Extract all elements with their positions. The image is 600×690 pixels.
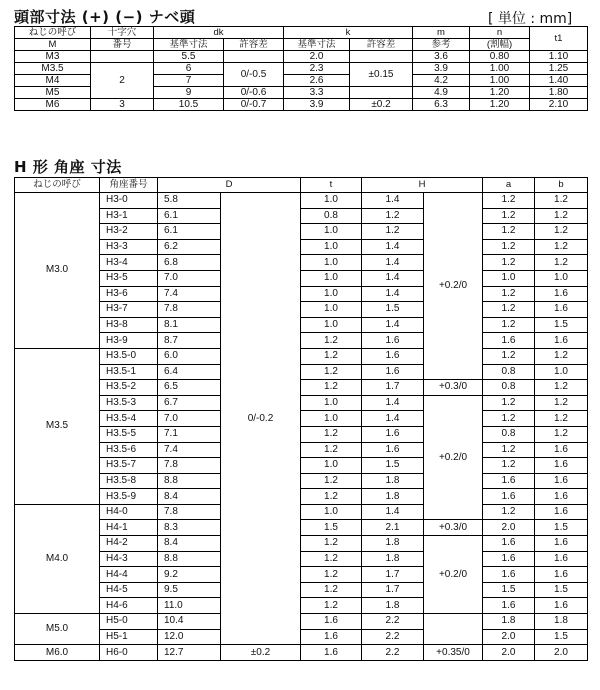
- a-cell: 1.2: [483, 193, 535, 209]
- b-cell: 1.6: [535, 473, 588, 489]
- h-cell: 1.4: [362, 270, 424, 286]
- d-cell: 5.8: [158, 193, 221, 209]
- size-cell: M4: [15, 75, 91, 87]
- m-cell: 3.9: [413, 63, 470, 75]
- d-cell: 7.8: [158, 458, 221, 474]
- table-row: [15, 255, 588, 271]
- d-cell: 8.7: [158, 333, 221, 349]
- seat-code-cell: H3.5-0: [100, 348, 158, 364]
- table-row: [15, 489, 588, 505]
- seat-code-cell: H3.5-8: [100, 473, 158, 489]
- seat-code-cell: H3.5-3: [100, 395, 158, 411]
- a-cell: 1.2: [483, 348, 535, 364]
- dk-tol-cell: 0/-0.7: [224, 99, 284, 111]
- t-cell: 1.2: [301, 489, 362, 505]
- b-cell: 1.6: [535, 302, 588, 318]
- table-row: [15, 395, 588, 411]
- seat-code-cell: H3.5-7: [100, 458, 158, 474]
- recess-cell: [91, 51, 154, 63]
- t-cell: 1.6: [301, 645, 362, 661]
- m-cell: 3.6: [413, 51, 470, 63]
- t-cell: 1.2: [301, 348, 362, 364]
- b-cell: 1.2: [535, 255, 588, 271]
- thread-size-cell: M6.0: [15, 645, 100, 661]
- a-cell: 1.2: [483, 442, 535, 458]
- n-cell: 0.80: [470, 51, 530, 63]
- table-row: [15, 442, 588, 458]
- dk-cell: 9: [154, 87, 224, 99]
- h-cell: 1.7: [362, 380, 424, 396]
- t-cell: 1.2: [301, 364, 362, 380]
- m-header-sub: 参考: [413, 39, 470, 51]
- seat-code-cell: H3.5-1: [100, 364, 158, 380]
- h-cell: 1.2: [362, 224, 424, 240]
- d-cell: 6.1: [158, 224, 221, 240]
- a-cell: 1.2: [483, 302, 535, 318]
- table-row: [15, 582, 588, 598]
- a-cell: 1.2: [483, 208, 535, 224]
- table-row: [15, 614, 588, 630]
- h-tol-cell: +0.3/0: [424, 380, 483, 396]
- table-row: [15, 302, 588, 318]
- a-cell: 1.6: [483, 536, 535, 552]
- head-dimensions-table: [14, 26, 588, 111]
- table-row: [15, 426, 588, 442]
- size-cell: M6: [15, 99, 91, 111]
- t-cell: 1.0: [301, 302, 362, 318]
- a-cell: 1.6: [483, 333, 535, 349]
- t-cell: 1.2: [301, 333, 362, 349]
- t-cell: 0.8: [301, 208, 362, 224]
- t-cell: 1.5: [301, 520, 362, 536]
- table-row: [15, 286, 588, 302]
- h-cell: 1.8: [362, 551, 424, 567]
- h-cell: 1.8: [362, 473, 424, 489]
- a-cell: 1.2: [483, 458, 535, 474]
- a-cell: 1.2: [483, 286, 535, 302]
- seat-code-cell: H3-1: [100, 208, 158, 224]
- d-cell: 6.1: [158, 208, 221, 224]
- table-row: [15, 193, 588, 209]
- seat-code-cell: H4-2: [100, 536, 158, 552]
- t-cell: 1.0: [301, 286, 362, 302]
- a-cell: 1.8: [483, 614, 535, 630]
- table-row: [15, 270, 588, 286]
- n-cell: 1.20: [470, 99, 530, 111]
- seat-code-cell: H3-3: [100, 239, 158, 255]
- table-row: [15, 504, 588, 520]
- thread-size-cell: M4.0: [15, 504, 100, 613]
- d-cell: 9.5: [158, 582, 221, 598]
- dk-tol-cell: [224, 51, 284, 63]
- k-cell: 2.6: [284, 75, 350, 87]
- table-row: [15, 411, 588, 427]
- b-cell: 1.6: [535, 333, 588, 349]
- unit-label: [ 単位 : mm]: [488, 11, 573, 27]
- k-cell: 2.0: [284, 51, 350, 63]
- seat-code-cell: H4-5: [100, 582, 158, 598]
- t-cell: 1.2: [301, 551, 362, 567]
- seat-header: 角座番号: [100, 178, 158, 193]
- b-cell: 1.2: [535, 348, 588, 364]
- b-cell: 1.6: [535, 551, 588, 567]
- h-cell: 1.6: [362, 333, 424, 349]
- h-cell: 1.7: [362, 582, 424, 598]
- table2-title: H 形 角座 寸法: [14, 158, 122, 176]
- h-header: H: [362, 178, 483, 193]
- b-cell: 1.0: [535, 270, 588, 286]
- table-row: [15, 348, 588, 364]
- t-header: t: [301, 178, 362, 193]
- m-cell: 4.2: [413, 75, 470, 87]
- d-cell: 12.7: [158, 645, 221, 661]
- b-cell: 1.8: [535, 614, 588, 630]
- t-cell: 1.6: [301, 629, 362, 645]
- h-cell: 1.7: [362, 567, 424, 583]
- b-cell: 1.5: [535, 317, 588, 333]
- d-tol-cell: 0/-0.2: [221, 193, 301, 645]
- a-cell: 1.5: [483, 582, 535, 598]
- h-cell: 1.5: [362, 458, 424, 474]
- a-cell: 2.0: [483, 520, 535, 536]
- t-cell: 1.2: [301, 442, 362, 458]
- seat-code-cell: H3-6: [100, 286, 158, 302]
- a-cell: 1.6: [483, 473, 535, 489]
- dk-tol-cell: 0/-0.5: [224, 63, 284, 87]
- d-cell: 7.4: [158, 442, 221, 458]
- b-cell: 1.2: [535, 193, 588, 209]
- h-cell: 1.4: [362, 411, 424, 427]
- b-cell: 1.6: [535, 286, 588, 302]
- seat-code-cell: H5-0: [100, 614, 158, 630]
- seat-code-cell: H3-5: [100, 270, 158, 286]
- d-header: D: [158, 178, 301, 193]
- b-cell: 1.2: [535, 208, 588, 224]
- t-cell: 1.0: [301, 411, 362, 427]
- square-seat-table: [14, 177, 588, 661]
- h-cell: 1.8: [362, 489, 424, 505]
- k-header: k: [284, 27, 413, 39]
- table-row: [15, 567, 588, 583]
- t-cell: 1.0: [301, 395, 362, 411]
- a-cell: 0.8: [483, 364, 535, 380]
- h-cell: 2.1: [362, 520, 424, 536]
- thread-header: ねじの呼び: [15, 27, 91, 39]
- b-cell: 1.5: [535, 582, 588, 598]
- table-row: [15, 458, 588, 474]
- h-tol-cell: +0.35/0: [424, 645, 483, 661]
- a-cell: 1.6: [483, 567, 535, 583]
- d-cell: 8.8: [158, 473, 221, 489]
- d-cell: 6.2: [158, 239, 221, 255]
- d-cell: 7.4: [158, 286, 221, 302]
- a-cell: 1.2: [483, 224, 535, 240]
- d-tol-cell: ±0.2: [221, 645, 301, 661]
- a-cell: 1.6: [483, 489, 535, 505]
- t-cell: 1.2: [301, 582, 362, 598]
- d-cell: 6.4: [158, 364, 221, 380]
- b-cell: 1.5: [535, 520, 588, 536]
- a-cell: 1.6: [483, 598, 535, 614]
- m-cell: 6.3: [413, 99, 470, 111]
- dk-tol-header: 許容差: [224, 39, 284, 51]
- d-cell: 8.4: [158, 536, 221, 552]
- t-cell: 1.0: [301, 255, 362, 271]
- thread-size-cell: M5.0: [15, 614, 100, 645]
- h-tol-cell: +0.2/0: [424, 193, 483, 380]
- d-cell: 7.8: [158, 302, 221, 318]
- a-cell: 1.0: [483, 270, 535, 286]
- h-cell: 2.2: [362, 629, 424, 645]
- table1-title: 頭部寸法 (+) (−) ナベ頭: [14, 8, 196, 26]
- d-cell: 8.4: [158, 489, 221, 505]
- a-cell: 1.2: [483, 395, 535, 411]
- a-cell: 0.8: [483, 380, 535, 396]
- d-cell: 6.8: [158, 255, 221, 271]
- table-row: [15, 364, 588, 380]
- thread-size-cell: M3.5: [15, 348, 100, 504]
- seat-code-cell: H4-6: [100, 598, 158, 614]
- h-tol-cell: [424, 614, 483, 645]
- t-cell: 1.0: [301, 224, 362, 240]
- dk-cell: 5.5: [154, 51, 224, 63]
- table-row: [15, 333, 588, 349]
- d-cell: 6.7: [158, 395, 221, 411]
- table-row: [15, 51, 588, 63]
- t1-cell: 1.40: [530, 75, 588, 87]
- b-cell: 1.6: [535, 598, 588, 614]
- recess-header-sub: 番号: [91, 39, 154, 51]
- h-cell: 1.6: [362, 442, 424, 458]
- a-cell: 0.8: [483, 426, 535, 442]
- t1-cell: 1.25: [530, 63, 588, 75]
- b-cell: 1.6: [535, 504, 588, 520]
- size-cell: M3: [15, 51, 91, 63]
- d-cell: 7.0: [158, 270, 221, 286]
- seat-code-cell: H3.5-4: [100, 411, 158, 427]
- d-cell: 10.4: [158, 614, 221, 630]
- dk-header: dk: [154, 27, 284, 39]
- recess-cell: 2: [91, 63, 154, 99]
- h-tol-cell: +0.2/0: [424, 395, 483, 520]
- h-cell: 1.4: [362, 504, 424, 520]
- h-cell: 1.4: [362, 239, 424, 255]
- t-cell: 1.2: [301, 598, 362, 614]
- recess-cell: 3: [91, 99, 154, 111]
- t-cell: 1.0: [301, 504, 362, 520]
- dk-tol-cell: 0/-0.6: [224, 87, 284, 99]
- table-row: [15, 520, 588, 536]
- h-tol-cell: +0.2/0: [424, 536, 483, 614]
- h-cell: 1.4: [362, 395, 424, 411]
- h-cell: 1.6: [362, 348, 424, 364]
- seat-code-cell: H6-0: [100, 645, 158, 661]
- d-cell: 7.1: [158, 426, 221, 442]
- k-tol-header: 許容差: [350, 39, 413, 51]
- table-row: [15, 63, 588, 75]
- b-cell: 1.2: [535, 411, 588, 427]
- b-cell: 1.6: [535, 458, 588, 474]
- t-cell: 1.0: [301, 239, 362, 255]
- n-cell: 1.00: [470, 63, 530, 75]
- table-row: [15, 598, 588, 614]
- t-cell: 1.2: [301, 473, 362, 489]
- n-cell: 1.20: [470, 87, 530, 99]
- t-cell: 1.2: [301, 426, 362, 442]
- k-basic-header: 基準寸法: [284, 39, 350, 51]
- h-cell: 1.2: [362, 208, 424, 224]
- b-header: b: [535, 178, 588, 193]
- seat-code-cell: H3.5-9: [100, 489, 158, 505]
- b-cell: 1.2: [535, 224, 588, 240]
- recess-header: 十字穴: [91, 27, 154, 39]
- a-cell: 1.2: [483, 255, 535, 271]
- seat-code-cell: H3-7: [100, 302, 158, 318]
- t-cell: 1.0: [301, 458, 362, 474]
- dk-cell: 10.5: [154, 99, 224, 111]
- h-cell: 1.4: [362, 193, 424, 209]
- a-cell: 1.2: [483, 239, 535, 255]
- a-cell: 2.0: [483, 645, 535, 661]
- k-tol-cell: ±0.15: [350, 63, 413, 87]
- seat-code-cell: H3.5-2: [100, 380, 158, 396]
- seat-code-cell: H3-0: [100, 193, 158, 209]
- table-row: [15, 317, 588, 333]
- d-cell: 11.0: [158, 598, 221, 614]
- t-cell: 1.2: [301, 567, 362, 583]
- table-row: [15, 99, 588, 111]
- b-cell: 1.2: [535, 426, 588, 442]
- seat-code-cell: H3-8: [100, 317, 158, 333]
- b-cell: 1.6: [535, 442, 588, 458]
- a-cell: 1.2: [483, 504, 535, 520]
- table-row: [15, 473, 588, 489]
- thread-header-sub: M: [15, 39, 91, 51]
- seat-code-cell: H4-1: [100, 520, 158, 536]
- k-cell: 2.3: [284, 63, 350, 75]
- size-cell: M5: [15, 87, 91, 99]
- dk-cell: 6: [154, 63, 224, 75]
- h-cell: 1.6: [362, 364, 424, 380]
- b-cell: 1.6: [535, 536, 588, 552]
- size-cell: M3.5: [15, 63, 91, 75]
- b-cell: 1.6: [535, 567, 588, 583]
- dk-basic-header: 基準寸法: [154, 39, 224, 51]
- k-tol-cell: [350, 87, 413, 99]
- t1-cell: 1.80: [530, 87, 588, 99]
- thread-header: ねじの呼び: [15, 178, 100, 193]
- k-cell: 3.9: [284, 99, 350, 111]
- m-header: m: [413, 27, 470, 39]
- d-cell: 12.0: [158, 629, 221, 645]
- seat-code-cell: H3-4: [100, 255, 158, 271]
- n-cell: 1.00: [470, 75, 530, 87]
- t-cell: 1.2: [301, 380, 362, 396]
- t1-cell: 1.10: [530, 51, 588, 63]
- t1-header: t1: [530, 27, 588, 51]
- table-row: [15, 536, 588, 552]
- seat-code-cell: H5-1: [100, 629, 158, 645]
- d-cell: 8.3: [158, 520, 221, 536]
- h-cell: 1.8: [362, 598, 424, 614]
- h-cell: 1.6: [362, 426, 424, 442]
- k-cell: 3.3: [284, 87, 350, 99]
- t-cell: 1.0: [301, 317, 362, 333]
- b-cell: 1.5: [535, 629, 588, 645]
- k-tol-cell: ±0.2: [350, 99, 413, 111]
- d-cell: 8.1: [158, 317, 221, 333]
- t-cell: 1.0: [301, 193, 362, 209]
- h-cell: 2.2: [362, 614, 424, 630]
- d-cell: 8.8: [158, 551, 221, 567]
- table-row: [15, 239, 588, 255]
- h-cell: 1.4: [362, 286, 424, 302]
- m-cell: 4.9: [413, 87, 470, 99]
- t-cell: 1.2: [301, 536, 362, 552]
- d-cell: 7.0: [158, 411, 221, 427]
- table-row: [15, 645, 588, 661]
- a-cell: 1.6: [483, 551, 535, 567]
- h-cell: 1.8: [362, 536, 424, 552]
- seat-code-cell: H3-9: [100, 333, 158, 349]
- a-header: a: [483, 178, 535, 193]
- a-cell: 1.2: [483, 317, 535, 333]
- b-cell: 1.0: [535, 364, 588, 380]
- table-row: [15, 208, 588, 224]
- table-row: [15, 380, 588, 396]
- b-cell: 1.2: [535, 239, 588, 255]
- seat-code-cell: H4-0: [100, 504, 158, 520]
- t-cell: 1.6: [301, 614, 362, 630]
- b-cell: 2.0: [535, 645, 588, 661]
- a-cell: 1.2: [483, 411, 535, 427]
- b-cell: 1.6: [535, 489, 588, 505]
- table-row: [15, 629, 588, 645]
- b-cell: 1.2: [535, 380, 588, 396]
- h-tol-cell: +0.3/0: [424, 520, 483, 536]
- n-header-sub: (割幅): [470, 39, 530, 51]
- seat-code-cell: H3.5-6: [100, 442, 158, 458]
- table-row: [15, 551, 588, 567]
- dk-cell: 7: [154, 75, 224, 87]
- d-cell: 7.8: [158, 504, 221, 520]
- seat-code-cell: H3.5-5: [100, 426, 158, 442]
- d-cell: 9.2: [158, 567, 221, 583]
- table-row: [15, 224, 588, 240]
- b-cell: 1.2: [535, 395, 588, 411]
- h-cell: 2.2: [362, 645, 424, 661]
- seat-code-cell: H4-3: [100, 551, 158, 567]
- seat-code-cell: H3-2: [100, 224, 158, 240]
- t1-cell: 2.10: [530, 99, 588, 111]
- h-cell: 1.4: [362, 255, 424, 271]
- h-cell: 1.5: [362, 302, 424, 318]
- t-cell: 1.0: [301, 270, 362, 286]
- thread-size-cell: M3.0: [15, 193, 100, 349]
- seat-code-cell: H4-4: [100, 567, 158, 583]
- d-cell: 6.5: [158, 380, 221, 396]
- n-header: n: [470, 27, 530, 39]
- d-cell: 6.0: [158, 348, 221, 364]
- h-cell: 1.4: [362, 317, 424, 333]
- k-tol-cell: [350, 51, 413, 63]
- a-cell: 2.0: [483, 629, 535, 645]
